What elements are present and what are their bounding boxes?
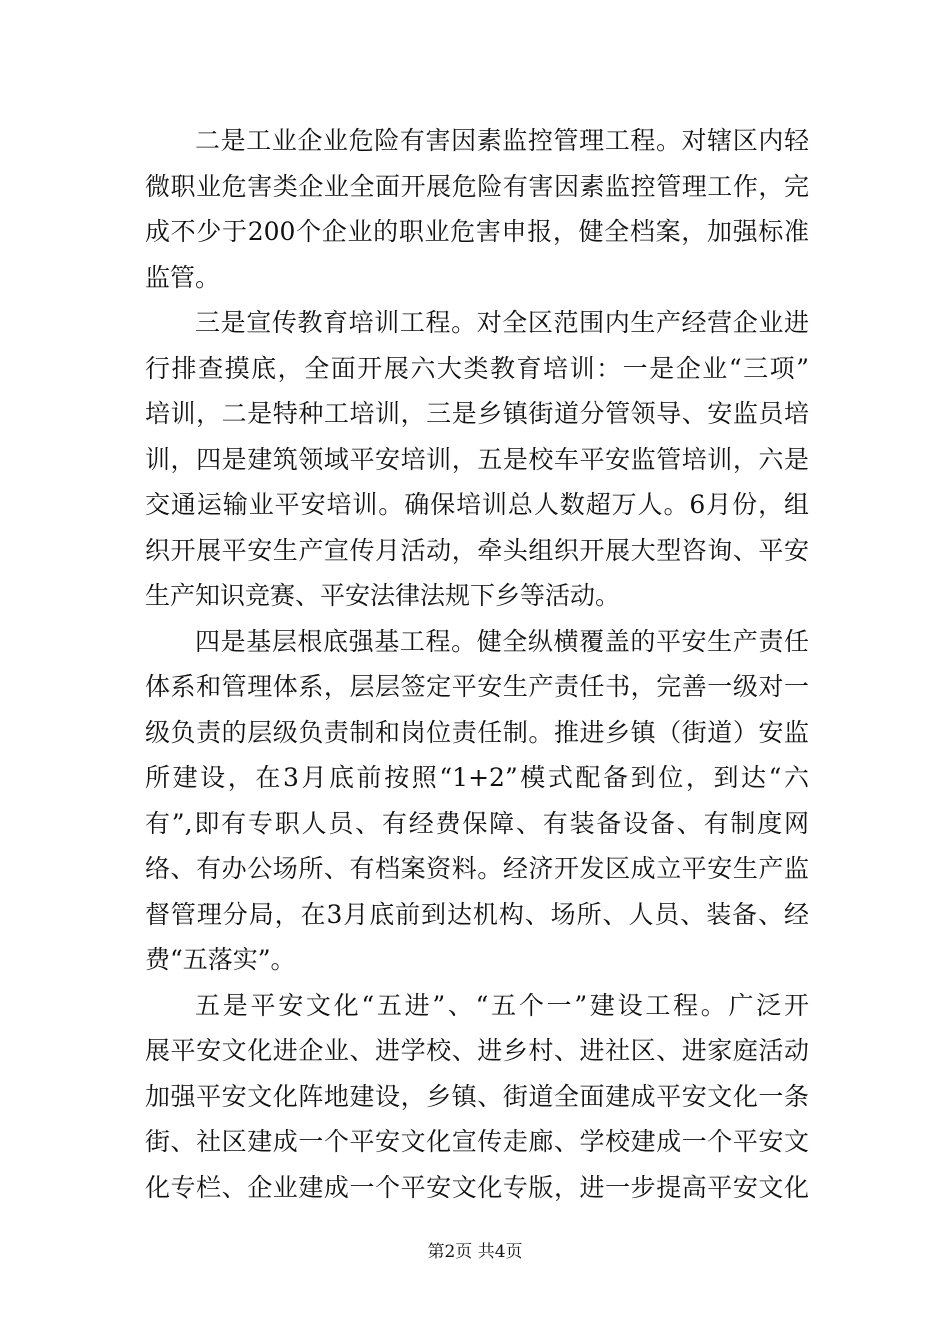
text-line: 体系和管理体系，层层签定平安生产责任书，完善一级对一 xyxy=(145,672,809,701)
text-line: 培训，二是特种工培训，三是乡镇街道分管领导、安监员培 xyxy=(145,399,809,428)
text-line: 有”,即有专职人员、有经费保障、有装备设备、有制度网 xyxy=(145,808,809,838)
page-footer: 第2页 共4页 xyxy=(427,1242,523,1262)
paragraph-first-line: 四是基层根底强基工程。健全纵横覆盖的平安生产责任 xyxy=(195,626,809,656)
text-line: 微职业危害类企业全面开展危险有害因素监控管理工作，完 xyxy=(145,171,809,201)
text-line: 级负责的层级负责制和岗位责任制。推进乡镇（街道）安监 xyxy=(145,717,809,747)
paragraph-first-line: 五是平安文化“五进”、“五个一”建设工程。广泛开 xyxy=(195,990,809,1020)
text-line: 络、有办公场所、有档案资料。经济开发区成立平安生产监 xyxy=(145,854,809,883)
paragraph-first-line: 二是工业企业危险有害因素监控管理工程。对辖区内轻 xyxy=(195,126,809,155)
text-line: 训，四是建筑领域平安培训，五是校车平安监管培训，六是 xyxy=(145,444,809,474)
text-line: 生产知识竞赛、平安法律法规下乡等活动。 xyxy=(145,581,621,610)
text-line: 展平安文化进企业、进学校、进乡村、进社区、进家庭活动 xyxy=(145,1036,809,1065)
text-line: 化专栏、企业建成一个平安文化专版，进一步提高平安文化 xyxy=(145,1172,809,1202)
text-line: 成不少于200个企业的职业危害申报，健全档案，加强标准 xyxy=(145,217,809,246)
text-line: 费“五落实”。 xyxy=(145,945,296,974)
text-line: 加强平安文化阵地建设，乡镇、街道全面建成平安文化一条 xyxy=(145,1081,809,1111)
text-line: 监管。 xyxy=(145,262,221,292)
paragraph-first-line: 三是宣传教育培训工程。对全区范围内生产经营企业进 xyxy=(195,308,809,337)
text-line: 督管理分局，在3月底前到达机构、场所、人员、装备、经 xyxy=(145,899,809,929)
body-text xyxy=(145,118,809,1210)
text-line: 街、社区建成一个平安文化宣传走廊、学校建成一个平安文 xyxy=(145,1127,809,1156)
text-line: 行排查摸底，全面开展六大类教育培训：一是企业“三项” xyxy=(145,353,809,383)
text-line: 交通运输业平安培训。确保培训总人数超万人。6月份，组 xyxy=(145,490,809,519)
text-line: 所建设，在3月底前按照“1+2”模式配备到位，到达“六 xyxy=(145,763,809,792)
text-line: 织开展平安生产宣传月活动，牵头组织开展大型咨询、平安 xyxy=(145,535,809,565)
